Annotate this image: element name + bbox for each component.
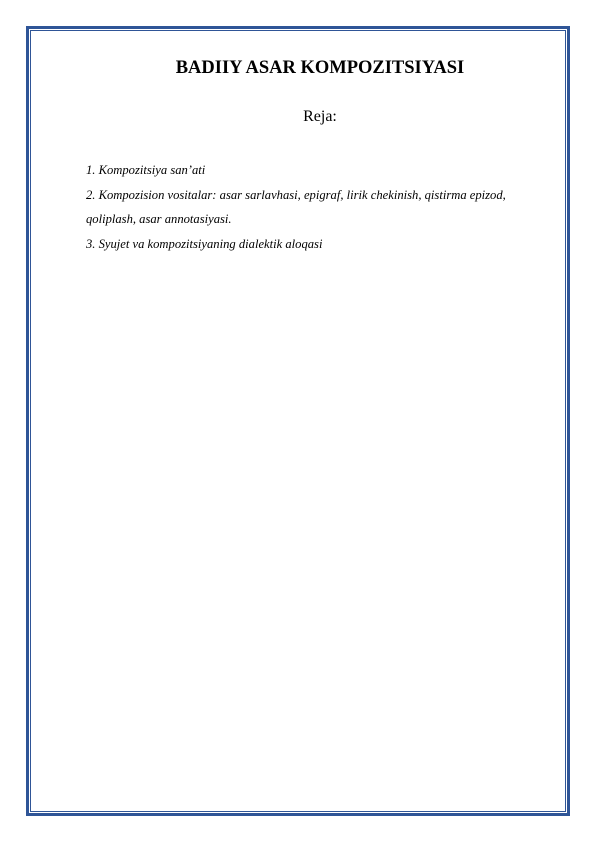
plan-list [86,158,556,256]
plan-item: 3. Syujet va kompozitsiyaning dialektik aloqasi [86,236,323,251]
plan-item: 1. Kompozitsiya san’ati [86,163,206,177]
plan-item-continuation: qoliplash, asar annotasiyasi. [86,212,232,226]
plan-heading: Reja: [303,108,337,125]
page-border-inner [30,30,566,812]
plan-item: 2. Kompozision vositalar: asar sarlavhasi, epigraf, lirik chekinish, qistirma epizod, [86,187,506,202]
document-title: BADIIY ASAR KOMPOZITSIYASI [175,58,465,78]
